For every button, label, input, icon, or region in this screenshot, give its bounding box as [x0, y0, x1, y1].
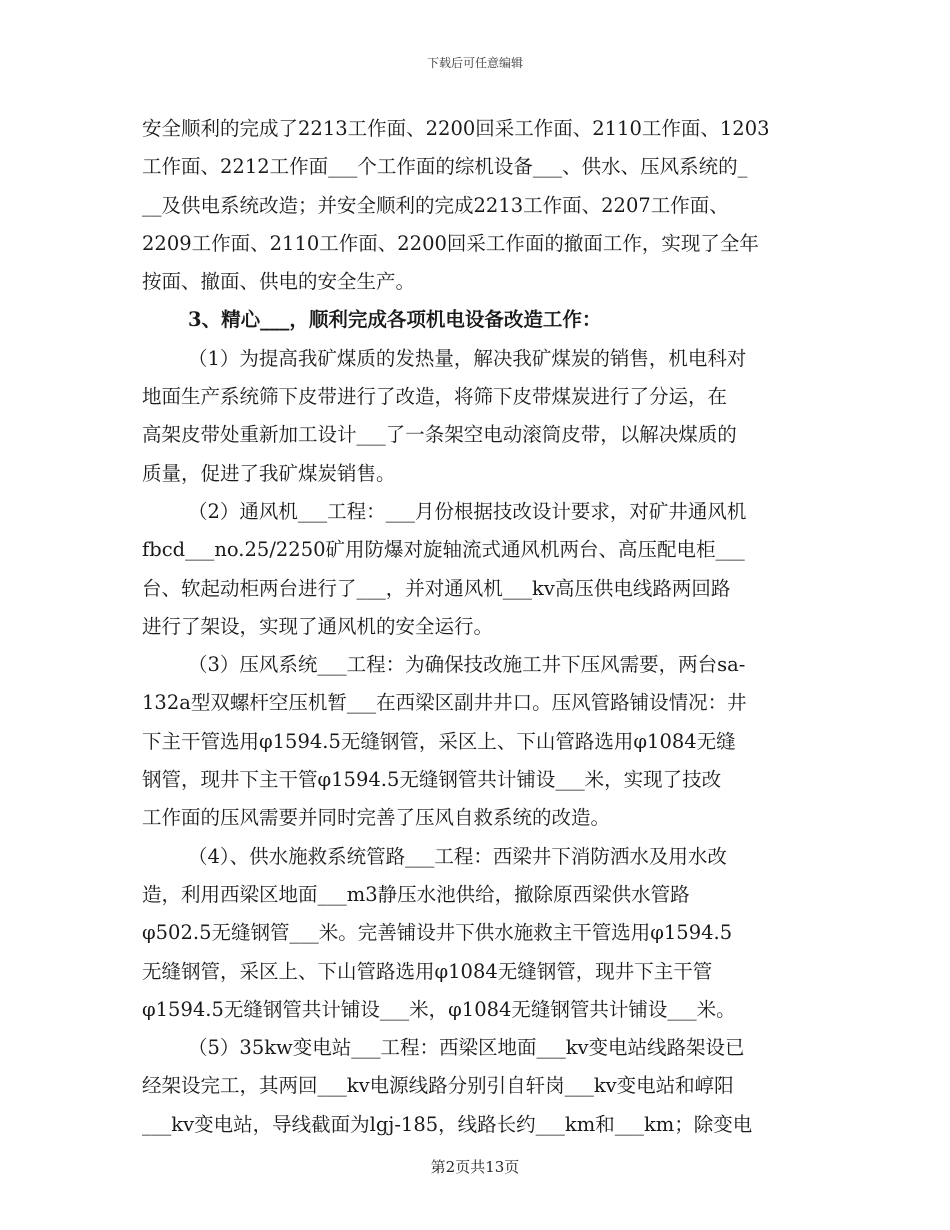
text-line: 132a型双螺杆空压机暂___在西梁区副井井口。压风管路铺设情况：井: [142, 691, 747, 715]
paragraph: [142, 110, 822, 301]
text-line: 台、软起动柜两台进行了___，并对通风机___kv高压供电线路两回路: [142, 576, 731, 600]
text-line: （2）通风机___工程：___月份根据技改设计要求，对矿井通风机: [188, 499, 747, 523]
document-body: [142, 110, 822, 1144]
paragraph: [142, 838, 822, 1029]
text-line: __及供电系统改造；并安全顺利的完成2213工作面、2207工作面、: [142, 193, 729, 217]
text-line: ___kv变电站，导线截面为lgj-185，线路长约___km和___km；除变电: [142, 1112, 753, 1136]
text-line: fbcd___no.25/2250矿用防爆对旋轴流式通风机两台、高压配电柜___: [142, 538, 745, 562]
text-line: 高架皮带处重新加工设计___了一条架空电动滚筒皮带，以解决煤质的: [142, 423, 737, 447]
text-line: 无缝钢管，采区上、下山管路选用φ1084无缝钢管，现井下主干管: [142, 959, 713, 983]
heading-line: 3、精心___，顺利完成各项机电设备改造工作：: [188, 308, 602, 332]
text-line: 进行了架设，实现了通风机的安全运行。: [142, 614, 494, 638]
paragraph: [142, 340, 822, 493]
text-line: 按面、撤面、供电的安全生产。: [142, 270, 416, 294]
page-footer: 第2页共13页: [430, 1158, 520, 1176]
page-header: 下载后可任意编辑: [426, 56, 523, 70]
text-line: （4）、供水施救系统管路___工程：西梁井下消防洒水及用水改: [188, 844, 727, 868]
text-line: 地面生产系统筛下皮带进行了改造，将筛下皮带煤炭进行了分运，在: [142, 385, 728, 409]
text-line: φ502.5无缝钢管___米。完善铺设井下供水施救主干管选用φ1594.5: [142, 921, 733, 945]
paragraph: [142, 1029, 822, 1144]
paragraph: [142, 646, 822, 837]
text-line: 安全顺利的完成了2213工作面、2200回采工作面、2110工作面、1203: [142, 117, 770, 140]
text-line: 经架设完工，其两回___kv电源线路分别引自轩岗___kv变电站和崞阳: [142, 1074, 734, 1098]
text-line: 钢管，现井下主干管φ1594.5无缝钢管共计铺设___米，实现了技改: [142, 768, 722, 792]
section-heading: [142, 301, 822, 339]
text-line: （3）压风系统___工程：为确保技改施工井下压风需要，两台sa-: [188, 653, 746, 677]
paragraph: [142, 493, 822, 646]
text-line: （5）35kw变电站___工程：西梁区地面___kv变电站线路架设已: [188, 1036, 745, 1060]
text-line: 工作面的压风需要并同时完善了压风自救系统的改造。: [142, 806, 611, 830]
text-line: 下主干管选用φ1594.5无缝钢管，采区上、下山管路选用φ1084无缝: [142, 729, 736, 753]
text-line: φ1594.5无缝钢管共计铺设___米，φ1084无缝钢管共计铺设___米。: [142, 997, 736, 1021]
text-line: 2209工作面、2110工作面、2200回采工作面的撤面工作，实现了全年: [142, 231, 759, 255]
text-line: 工作面、2212工作面___个工作面的综机设备___、供水、压风系统的_: [142, 155, 748, 179]
text-line: 造，利用西梁区地面___m3静压水池供给，撤除原西梁供水管路: [142, 882, 690, 906]
text-line: （1）为提高我矿煤质的发热量，解决我矿煤炭的销售，机电科对: [188, 346, 747, 370]
text-line: 质量，促进了我矿煤炭销售。: [142, 461, 396, 485]
